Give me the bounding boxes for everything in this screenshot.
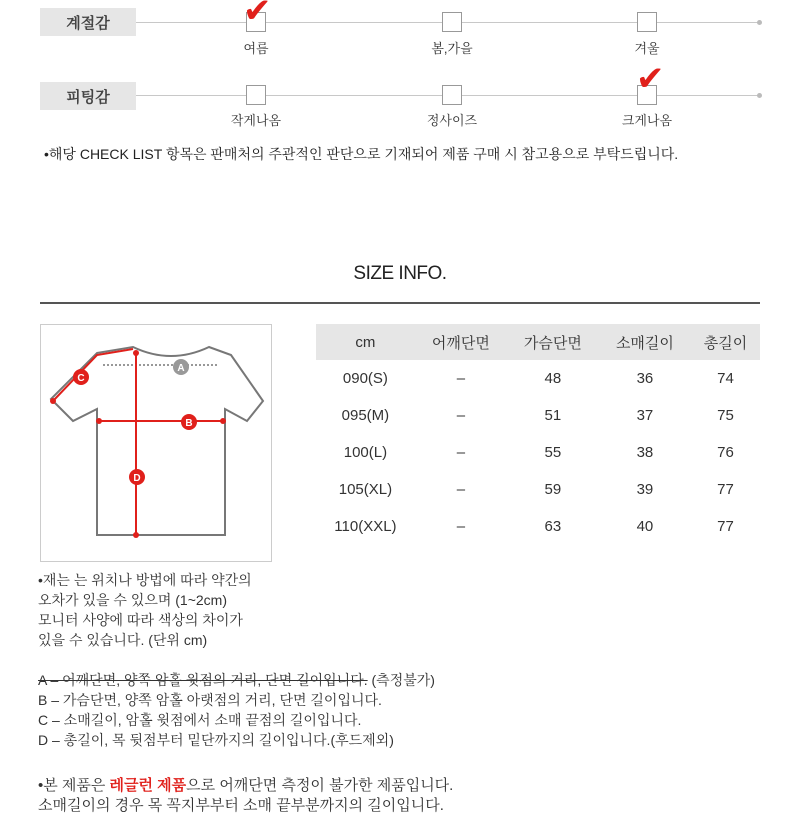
marker-d-top <box>133 350 139 356</box>
cell-sleeve: 40 <box>636 518 654 535</box>
raglan-note <box>38 776 453 816</box>
season-option-summer: 여름 <box>243 41 269 56</box>
measure-note-line: 오차가 있을 수 있으며 (1~2cm) <box>38 592 228 608</box>
fit-option-large: 크게나옴 <box>621 113 673 128</box>
marker-d-bottom <box>133 532 139 538</box>
table-row <box>316 508 760 545</box>
size-info-title: SIZE INFO. <box>353 263 447 284</box>
cell-chest: 55 <box>544 444 562 461</box>
marker-c-end <box>50 398 56 404</box>
header-chest: 가슴단면 <box>507 324 599 360</box>
cell-chest: 63 <box>544 518 562 535</box>
cell-size: 110(XXL) <box>334 518 397 535</box>
table-row <box>316 434 760 471</box>
cell-shoulder: – <box>456 370 466 387</box>
season-option-winter: 겨울 <box>634 41 660 56</box>
cell-length: 77 <box>717 481 734 498</box>
cell-sleeve: 38 <box>636 444 654 461</box>
label-c-text: C <box>77 373 85 384</box>
cell-length: 77 <box>717 518 734 535</box>
raglan-highlight: 레글런 제품 <box>109 777 187 794</box>
cell-length: 74 <box>717 370 734 387</box>
marker-b-left <box>96 418 102 424</box>
season-option-spring-fall: 봄,가을 <box>431 41 473 56</box>
tshirt-diagram <box>40 324 272 562</box>
cell-sleeve: 37 <box>636 407 654 424</box>
cell-chest: 59 <box>544 481 562 498</box>
raglan-note-line2: 소매길이의 경우 목 꼭지부부터 소매 끝부분까지의 길이입니다. <box>38 797 444 814</box>
measure-note-line: 모니터 사양에 따라 색상의 차이가 <box>38 612 243 628</box>
fit-option-small: 작게나옴 <box>230 113 282 128</box>
season-label: 계절감 <box>40 8 136 36</box>
label-d-text: D <box>133 473 141 484</box>
header-cm: cm <box>316 324 415 360</box>
definition-b: B – 가슴단면, 양쪽 암홀 아랫점의 거리, 단면 길이입니다. <box>38 692 382 708</box>
raglan-prefix: •본 제품은 <box>38 777 110 794</box>
raglan-suffix: 으로 어깨단면 측정이 불가한 제품입니다. <box>186 777 454 794</box>
cell-length: 76 <box>717 444 734 461</box>
cell-chest: 51 <box>544 407 562 424</box>
cell-chest: 48 <box>544 370 562 387</box>
checklist-note: •해당 CHECK LIST 항목은 판매처의 주관적인 판단으로 기재되어 제품 구매 시 참고용으로 부탁드립니다. <box>44 146 679 162</box>
fit-option-true-size: 정사이즈 <box>426 113 478 128</box>
cell-shoulder: – <box>456 518 466 535</box>
season-checkbox-spring-fall[interactable] <box>442 12 462 32</box>
tshirt-measure-svg <box>41 325 271 561</box>
definition-a-struck: A – 어깨단면, 양쪽 암홀 윗점의 거리, 단면 길이입니다. <box>38 672 368 688</box>
table-row <box>316 397 760 434</box>
fit-check-mark-icon: ✔ <box>636 60 665 98</box>
marker-b-right <box>220 418 226 424</box>
definition-d: D – 총길이, 목 뒷점부터 밑단까지의 길이입니다.(후드제외) <box>38 732 394 748</box>
definition-a <box>38 670 435 690</box>
table-row <box>316 471 760 508</box>
cell-size: 095(M) <box>341 407 390 424</box>
cell-sleeve: 39 <box>636 481 654 498</box>
raglan-note-line1 <box>38 776 453 796</box>
label-a-text: A <box>177 363 185 374</box>
measure-note-line: 있을 수 있습니다. (단위 cm) <box>38 632 208 648</box>
fit-scale-end <box>757 93 762 98</box>
section-divider <box>40 302 760 304</box>
label-b-text: B <box>185 418 193 429</box>
size-table <box>316 324 760 545</box>
cell-length: 75 <box>717 407 734 424</box>
table-row <box>316 360 760 397</box>
cell-shoulder: – <box>456 481 466 498</box>
cell-size: 100(L) <box>343 444 388 461</box>
fit-checkbox-true-size[interactable] <box>442 85 462 105</box>
definitions <box>38 670 435 750</box>
cell-size: 090(S) <box>342 370 388 387</box>
cell-shoulder: – <box>456 444 466 461</box>
season-scale-end <box>757 20 762 25</box>
header-sleeve: 소매길이 <box>599 324 691 360</box>
measure-notes <box>38 570 252 650</box>
fit-checkbox-small[interactable] <box>246 85 266 105</box>
measure-note-line: •재는 는 위치나 방법에 따라 약간의 <box>38 572 252 588</box>
cell-shoulder: – <box>456 407 466 424</box>
season-check-mark-icon: ✔ <box>243 0 272 30</box>
size-table-header <box>316 324 760 360</box>
definition-c: C – 소매길이, 암홀 윗점에서 소매 끝점의 길이입니다. <box>38 712 362 728</box>
season-checkbox-winter[interactable] <box>637 12 657 32</box>
cell-size: 105(XL) <box>338 481 393 498</box>
fit-label: 피팅감 <box>40 82 136 110</box>
header-length: 총길이 <box>691 324 760 360</box>
cell-sleeve: 36 <box>636 370 654 387</box>
definition-a-suffix: (측정불가) <box>367 672 435 688</box>
header-shoulder: 어깨단면 <box>415 324 507 360</box>
